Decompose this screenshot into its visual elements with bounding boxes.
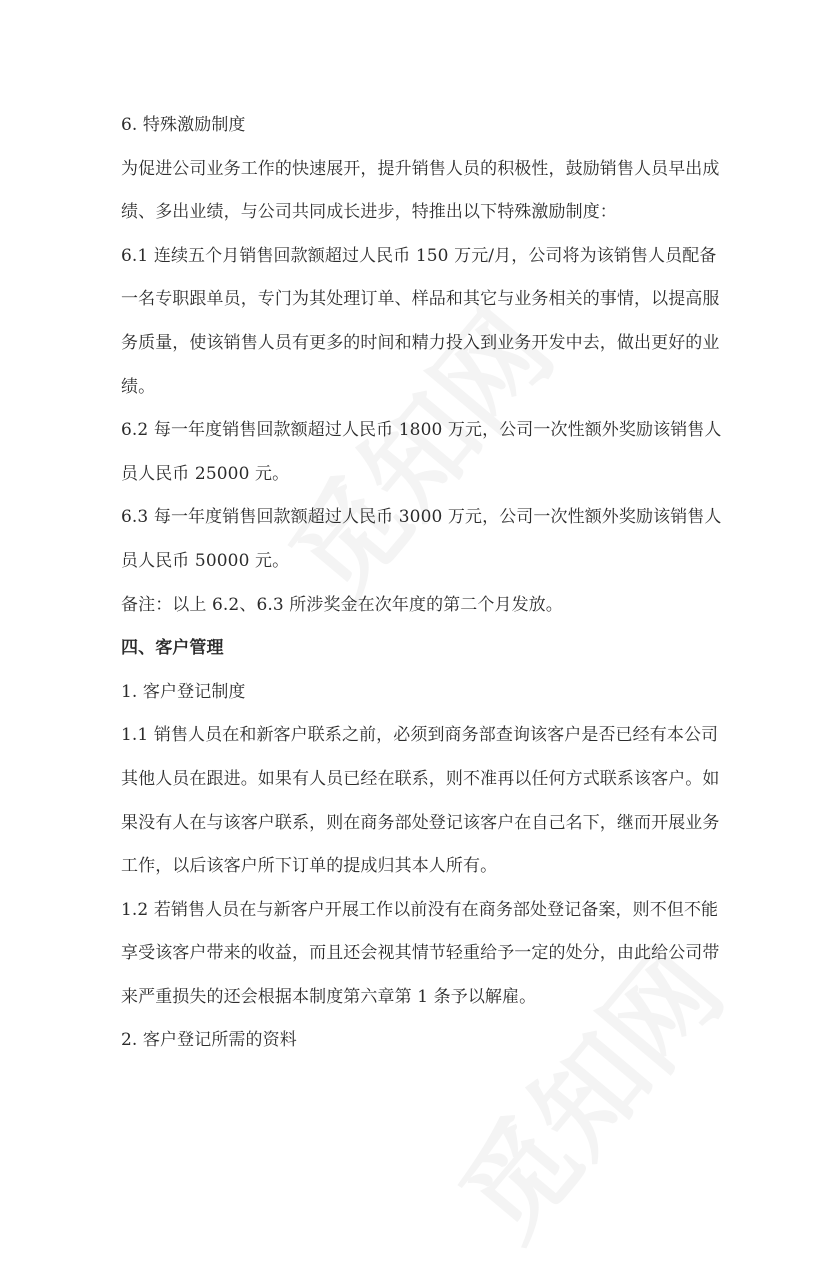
paragraph-line: 员人民币 25000 元。 bbox=[121, 463, 290, 484]
paragraph-line: 1.1 销售人员在和新客户联系之前，必须到商务部查询该客户是否已经有本公司 bbox=[121, 725, 719, 746]
paragraph-line: 绩。 bbox=[121, 376, 156, 397]
paragraph-line: 6.1 连续五个月销售回款额超过人民币 150 万元/月，公司将为该销售人员配备 bbox=[121, 245, 717, 266]
paragraph-line: 为促进公司业务工作的快速展开，提升销售人员的积极性，鼓励销售人员早出成 bbox=[121, 158, 720, 179]
section-heading: 1. 客户登记制度 bbox=[121, 681, 246, 702]
paragraph-line: 6.3 每一年度销售回款额超过人民币 3000 万元，公司一次性额外奖励该销售人 bbox=[121, 507, 722, 528]
paragraph-line: 务质量，使该销售人员有更多的时间和精力投入到业务开发中去，做出更好的业 bbox=[121, 332, 720, 353]
paragraph-line: 果没有人在与该客户联系，则在商务部处登记该客户在自己名下，继而开展业务 bbox=[121, 812, 720, 833]
paragraph-line: 绩、多出业绩，与公司共同成长进步，特推出以下特殊激励制度： bbox=[121, 202, 617, 223]
chapter-heading: 四、客户管理 bbox=[121, 638, 224, 659]
paragraph-line: 员人民币 50000 元。 bbox=[121, 550, 290, 571]
paragraph-line: 一名专职跟单员，专门为其处理订单、样品和其它与业务相关的事情，以提高服 bbox=[121, 289, 720, 310]
paragraph-line: 1.2 若销售人员在与新客户开展工作以前没有在商务部处登记备案，则不但不能 bbox=[121, 899, 719, 920]
paragraph-line: 其他人员在跟进。如果有人员已经在联系，则不准再以任何方式联系该客户。如 bbox=[121, 768, 720, 789]
section-heading: 2. 客户登记所需的资料 bbox=[121, 1030, 297, 1051]
paragraph-line: 工作，以后该客户所下订单的提成归其本人所有。 bbox=[121, 856, 498, 877]
document-page bbox=[121, 104, 721, 1063]
paragraph-line: 6.2 每一年度销售回款额超过人民币 1800 万元，公司一次性额外奖励该销售人 bbox=[121, 420, 722, 441]
section-heading: 6. 特殊激励制度 bbox=[121, 115, 246, 135]
paragraph-line: 来严重损失的还会根据本制度第六章第 1 条予以解雇。 bbox=[121, 986, 537, 1007]
paragraph-line: 享受该客户带来的收益，而且还会视其情节轻重给予一定的处分，由此给公司带 bbox=[121, 943, 720, 964]
note-line: 备注：以上 6.2、6.3 所涉奖金在次年度的第二个月发放。 bbox=[121, 594, 563, 615]
